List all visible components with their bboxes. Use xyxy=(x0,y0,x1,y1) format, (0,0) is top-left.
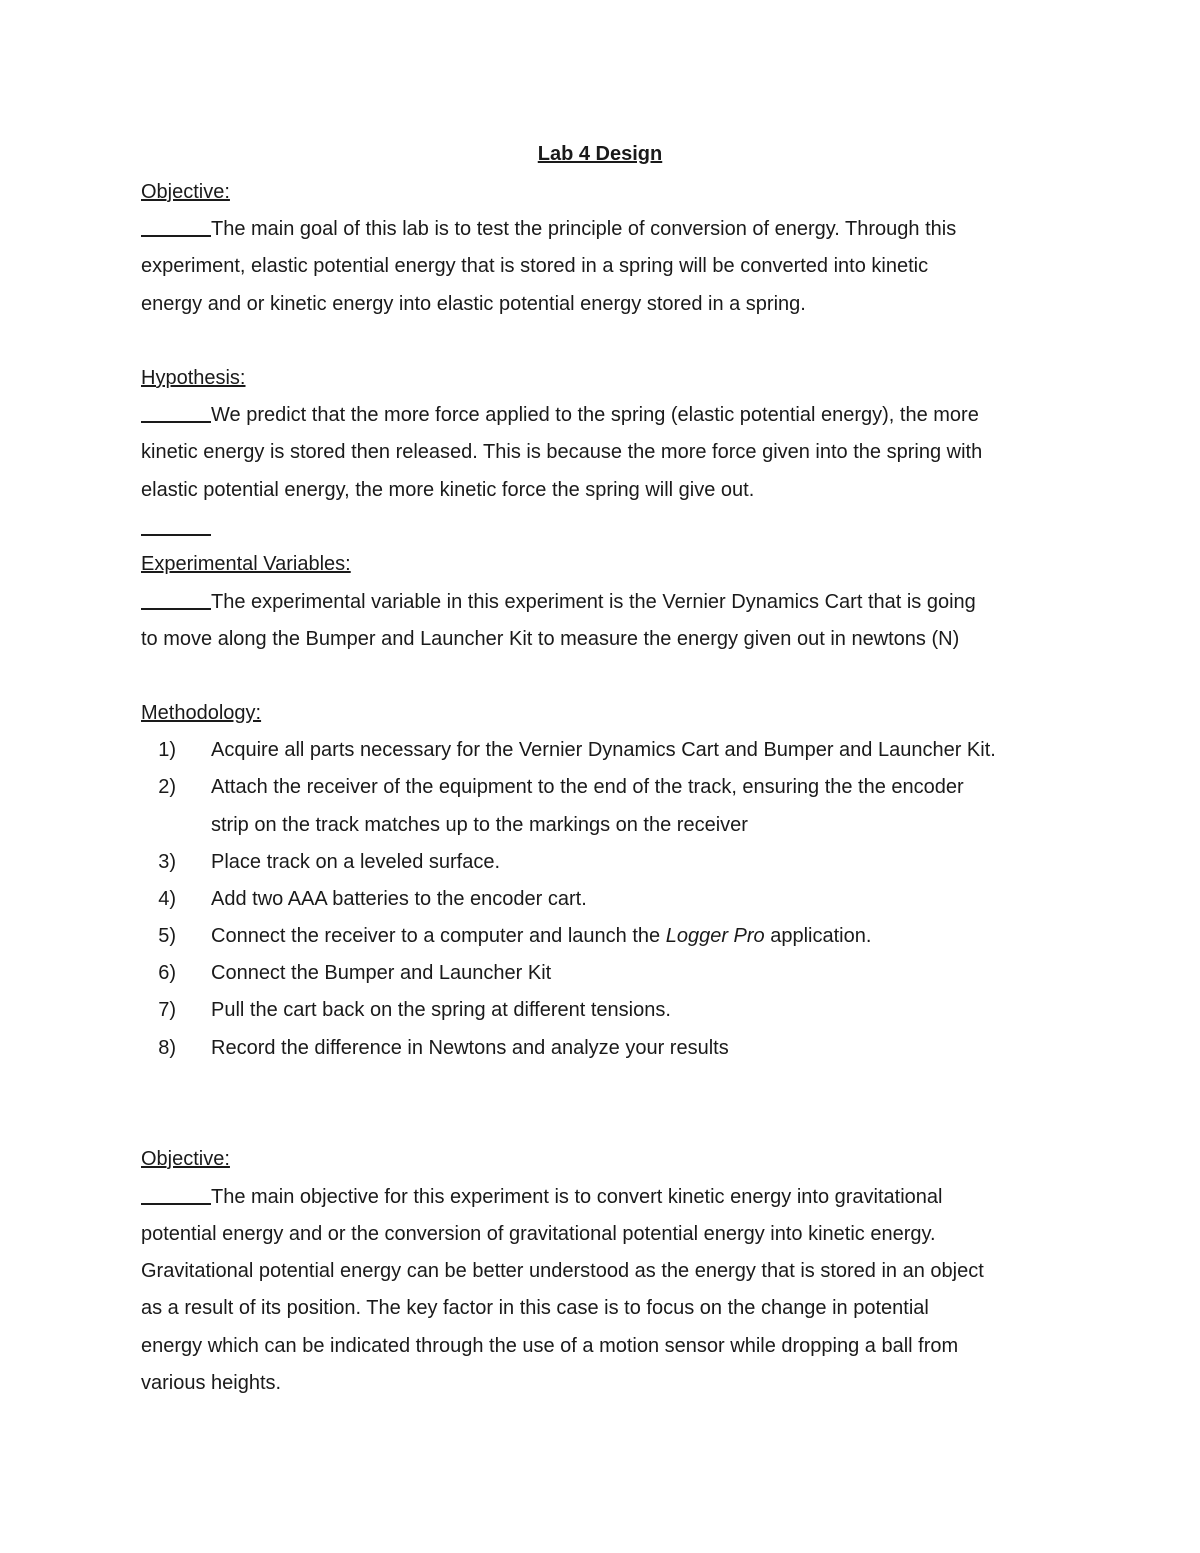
method-step-4: 4) Add two AAA batteries to the encoder cart. xyxy=(158,888,587,910)
objective-heading: Objective: xyxy=(141,181,230,203)
method-step-5: 5) Connect the receiver to a computer and launch the Logger Pro application. xyxy=(158,925,872,947)
hypothesis-heading: Hypothesis: xyxy=(141,367,246,389)
logger-pro-italic: Logger Pro xyxy=(665,925,765,947)
method-step-1: 1) Acquire all parts necessary for the Vernier Dynamics Cart and Bumper and Launcher Kit. xyxy=(158,739,996,761)
method-step-2: 2) Attach the receiver of the equipment to the end of the track, ensuring the the encoder xyxy=(158,776,964,798)
variables-heading: Experimental Variables: xyxy=(141,553,351,575)
method-step-8: 8) Record the difference in Newtons and analyze your results xyxy=(158,1037,729,1059)
objective-2-line-5: energy which can be indicated through the use of a motion sensor while dropping a ball from xyxy=(141,1335,959,1357)
indent-underline xyxy=(141,606,211,610)
objective-2-line-1: The main objective for this experiment is to convert kinetic energy into gravitational xyxy=(141,1185,942,1209)
variables-line-2: to move along the Bumper and Launcher Kit to measure the energy given out in newtons (N) xyxy=(141,628,960,650)
hypothesis-line-1: We predict that the more force applied to the spring (elastic potential energy), the more xyxy=(141,403,979,427)
objective-line-3: energy and or kinetic energy into elastic potential energy stored in a spring. xyxy=(141,293,806,315)
objective-2-line-3: Gravitational potential energy can be better understood as the energy that is stored in an object xyxy=(141,1260,984,1282)
methodology-heading: Methodology: xyxy=(141,702,262,724)
variables-line-1: The experimental variable in this experiment is the Vernier Dynamics Cart that is going xyxy=(141,590,976,614)
objective-2-line-6: various heights. xyxy=(141,1372,282,1394)
blank-indent-underline xyxy=(141,534,211,536)
objective-line-2: experiment, elastic potential energy that is stored in a spring will be converted into kinetic xyxy=(141,255,929,277)
objective-2-line-2: potential energy and or the conversion of gravitational potential energy into kinetic energy. xyxy=(141,1223,936,1245)
objective-2-heading: Objective: xyxy=(141,1148,230,1170)
hypothesis-line-3: elastic potential energy, the more kinetic force the spring will give out. xyxy=(141,479,755,501)
indent-underline xyxy=(141,1201,211,1205)
objective-2-line-4: as a result of its position. The key factor in this case is to focus on the change in potential xyxy=(141,1297,929,1319)
objective-line-1: The main goal of this lab is to test the principle of conversion of energy. Through this xyxy=(141,217,956,241)
method-step-3: 3) Place track on a leveled surface. xyxy=(158,851,501,873)
method-step-7: 7) Pull the cart back on the spring at different tensions. xyxy=(158,999,671,1021)
indent-underline xyxy=(141,419,211,423)
method-step-6: 6) Connect the Bumper and Launcher Kit xyxy=(158,962,552,984)
document-title: Lab 4 Design xyxy=(537,143,663,165)
method-step-2-continued: strip on the track matches up to the markings on the receiver xyxy=(211,814,748,836)
hypothesis-line-2: kinetic energy is stored then released. This is because the more force given into the spring with xyxy=(141,441,983,463)
indent-underline xyxy=(141,233,211,237)
